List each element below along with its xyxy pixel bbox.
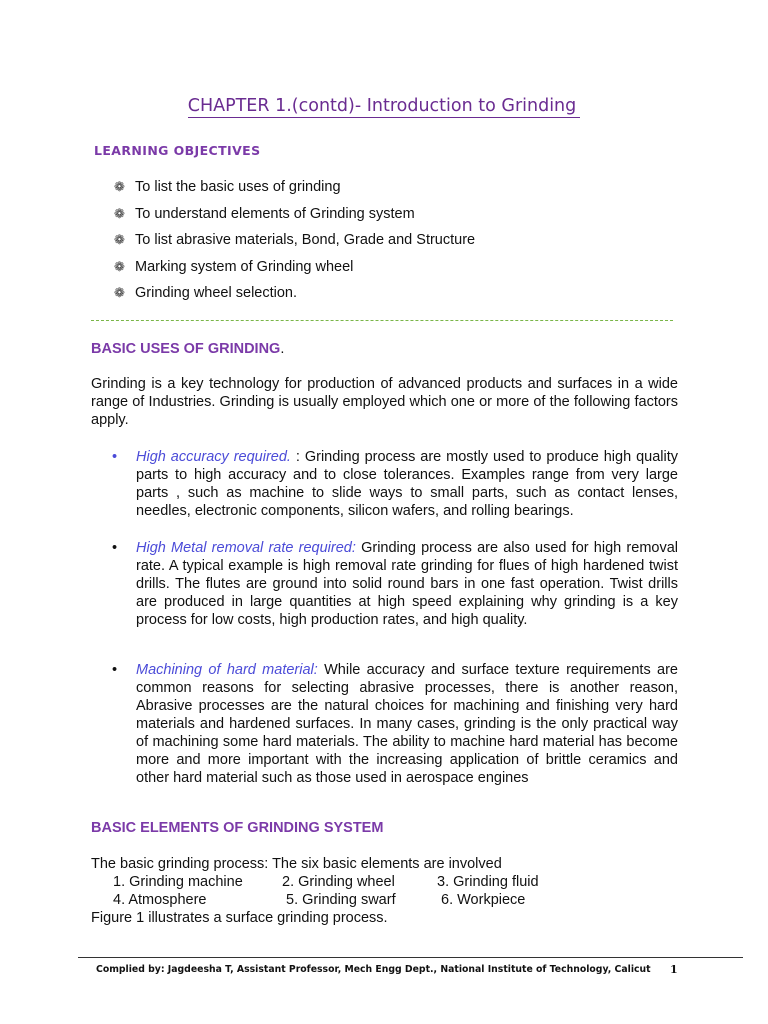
element-item: 6. Workpiece bbox=[441, 892, 526, 908]
page-number: 1 bbox=[670, 963, 678, 976]
basic-elements-heading: BASIC ELEMENTS OF GRINDING SYSTEM bbox=[91, 820, 384, 836]
footer-credit: Complied by: Jagdeesha T, Assistant Professor, Mech Engg Dept., National Institute of Technology, Calicut bbox=[96, 964, 651, 975]
use-bullet-accuracy bbox=[112, 448, 678, 520]
gear-icon: ❁ bbox=[114, 179, 125, 194]
element-item: 3. Grinding fluid bbox=[437, 874, 539, 890]
bullet-dot: • bbox=[112, 662, 118, 678]
learning-objectives-list bbox=[114, 178, 475, 311]
gear-icon: ❁ bbox=[114, 258, 125, 274]
element-item: 1. Grinding machine bbox=[113, 874, 243, 890]
use-bullet-hard-material bbox=[112, 661, 678, 787]
objective-item: ❁ To list the basic uses of grinding bbox=[114, 179, 341, 195]
basic-uses-heading: BASIC USES OF GRINDING. bbox=[91, 341, 285, 357]
gear-icon: ❁ bbox=[114, 205, 125, 221]
objective-item: ❁ To list abrasive materials, Bond, Grade and Structure bbox=[114, 232, 476, 249]
bullet-dot: • bbox=[112, 449, 118, 465]
gear-icon: ❁ bbox=[114, 232, 125, 248]
element-item: 5. Grinding swarf bbox=[286, 892, 396, 908]
footer-rule bbox=[78, 957, 743, 958]
objective-item: ❁ To understand elements of Grinding system bbox=[114, 205, 415, 222]
basic-uses-intro: Grinding is a key technology for production of advanced products and surfaces in a wide range of Industries. Grinding is usually employed which one or more of the following factors apply. bbox=[91, 376, 678, 428]
objective-item: ❁ Marking system of Grinding wheel bbox=[114, 258, 354, 275]
gear-icon: ❁ bbox=[114, 285, 125, 301]
elements-intro: The basic grinding process: The six basic elements are involved bbox=[91, 856, 502, 872]
element-item: 2. Grinding wheel bbox=[282, 874, 395, 890]
objective-item: ❁ Grinding wheel selection. bbox=[114, 285, 298, 302]
bullet-paragraph: High accuracy required. : Grinding process are mostly used to produce high quality parts to high accuracy and to close tolerances. Examples range from very large parts , such as machine to slide ways to small parts, such as contact lenses, needles, electronic components, silicon wafers, and rolling bearings. bbox=[136, 449, 678, 519]
learning-objectives-heading: LEARNING OBJECTIVES bbox=[94, 143, 261, 158]
elements-closing: Figure 1 illustrates a surface grinding process. bbox=[91, 910, 388, 926]
chapter-title-text: CHAPTER 1.(contd)- Introduction to Grinding bbox=[188, 96, 581, 118]
use-bullet-removal-rate bbox=[112, 539, 678, 629]
chapter-title bbox=[0, 96, 768, 116]
bullet-paragraph: High Metal removal rate required: Grinding process are also used for high removal rate. A typical example is high removal rate grinding for flues of high hardened twist drills. The flutes are ground into solid round bars in one fast operation. Twist drills are produced in large quantities at high speed explaining why grinding is a key process for low costs, high production rates, and high quality. bbox=[136, 540, 678, 628]
element-item: 4. Atmosphere bbox=[113, 892, 207, 908]
bullet-paragraph: Machining of hard material: While accuracy and surface texture requirements are common reasons for selecting abrasive processes, there is another reason, Abrasive processes are the natural choices for machining and finishing very hard materials and hardened surfaces. In many cases, grinding is the only practical way of machining some hard materials. The ability to machine hard material has become more and more important with the increasing application of brittle ceramics and other hard material such as those used in aerospace engines bbox=[136, 662, 678, 786]
bullet-dot: • bbox=[112, 540, 118, 556]
section-divider bbox=[91, 320, 673, 321]
